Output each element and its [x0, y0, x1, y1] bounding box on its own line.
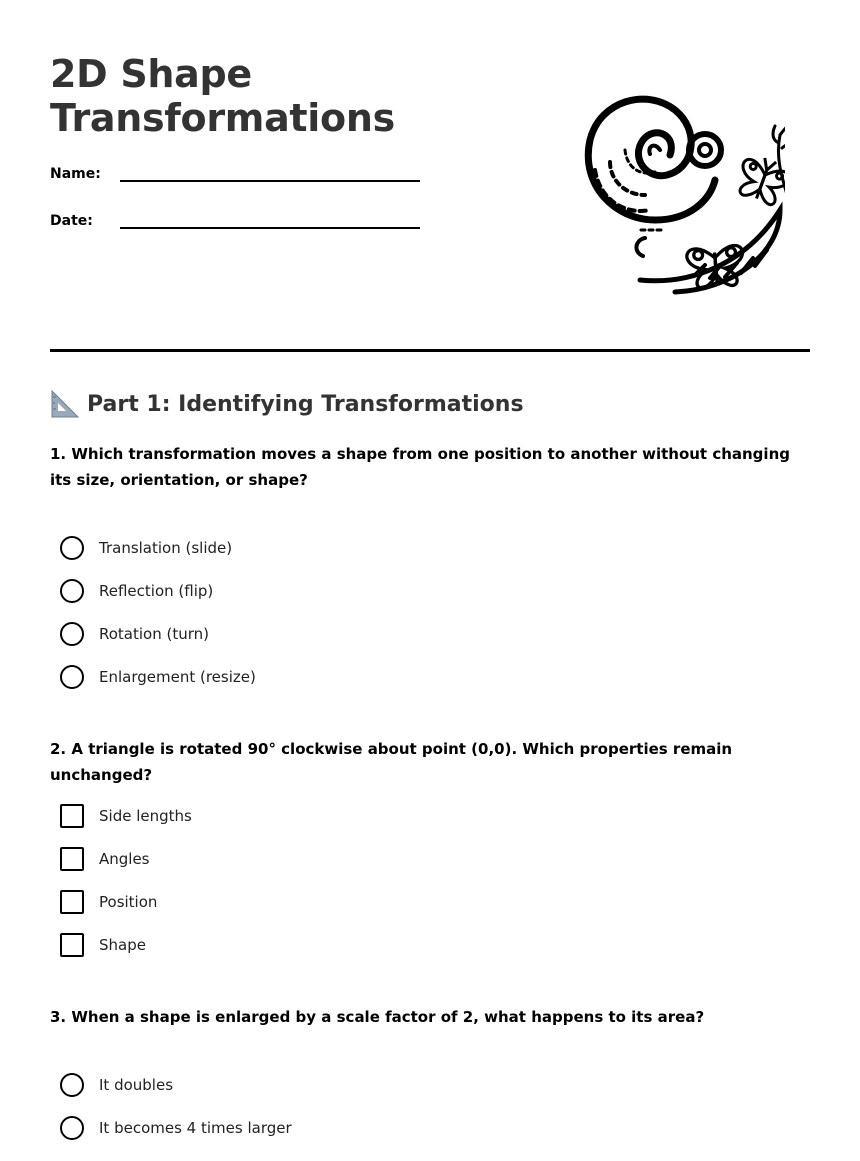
question-1-text: 1. Which transformation moves a shape from one position to another without changing its size, orientation, or shape?	[50, 445, 790, 489]
set-square-ruler-icon	[50, 389, 80, 419]
worksheet-title	[50, 52, 395, 140]
checkbox[interactable]	[60, 890, 84, 914]
question-3-text: 3. When a shape is enlarged by a scale factor of 2, what happens to its area?	[50, 1008, 705, 1026]
question-1-option[interactable]	[60, 612, 256, 655]
question-2-option[interactable]	[60, 837, 192, 880]
date-input-line[interactable]	[120, 227, 420, 229]
title-line-1: 2D Shape	[50, 52, 252, 96]
option-label: Shape	[99, 935, 146, 954]
date-field	[50, 213, 430, 243]
option-label: Reflection (flip)	[99, 581, 214, 600]
worksheet-header	[50, 52, 810, 312]
radio-button[interactable]	[60, 1073, 84, 1097]
radio-button[interactable]	[60, 536, 84, 560]
title-line-2: Transformations	[50, 96, 395, 140]
section-title: Part 1: Identifying Transformations	[87, 391, 524, 417]
option-label: Angles	[99, 849, 150, 868]
question-2-option[interactable]	[60, 794, 192, 837]
name-input-line[interactable]	[120, 180, 420, 182]
question-1-option[interactable]	[60, 526, 256, 569]
option-label: It doubles	[99, 1075, 174, 1094]
option-label: Side lengths	[99, 806, 192, 825]
tribal-swirl-butterflies-icon	[555, 80, 785, 295]
question-2-option[interactable]	[60, 880, 192, 923]
option-label: Enlargement (resize)	[99, 667, 256, 686]
radio-button[interactable]	[60, 579, 84, 603]
radio-button[interactable]	[60, 622, 84, 646]
checkbox[interactable]	[60, 847, 84, 871]
radio-button[interactable]	[60, 665, 84, 689]
name-label: Name:	[50, 166, 101, 182]
name-field	[50, 166, 430, 196]
question-3-option[interactable]	[60, 1106, 292, 1149]
question-2-text: 2. A triangle is rotated 90° clockwise about point (0,0). Which properties remain unchanged?	[50, 740, 733, 784]
question-2-option[interactable]	[60, 923, 192, 966]
question-1-option[interactable]	[60, 569, 256, 612]
option-label: Rotation (turn)	[99, 624, 210, 643]
radio-button[interactable]	[60, 1116, 84, 1140]
date-label: Date:	[50, 213, 93, 229]
header-divider	[50, 349, 810, 352]
question-3-option[interactable]	[60, 1063, 292, 1106]
section-heading-part1	[50, 389, 524, 419]
option-label: Position	[99, 892, 158, 911]
question-3-options	[60, 1063, 292, 1149]
question-1-options	[60, 526, 256, 698]
option-label: It becomes 4 times larger	[99, 1118, 292, 1137]
checkbox[interactable]	[60, 804, 84, 828]
option-label: Translation (slide)	[99, 538, 233, 557]
checkbox[interactable]	[60, 933, 84, 957]
question-2-options	[60, 794, 192, 966]
question-1-option[interactable]	[60, 655, 256, 698]
